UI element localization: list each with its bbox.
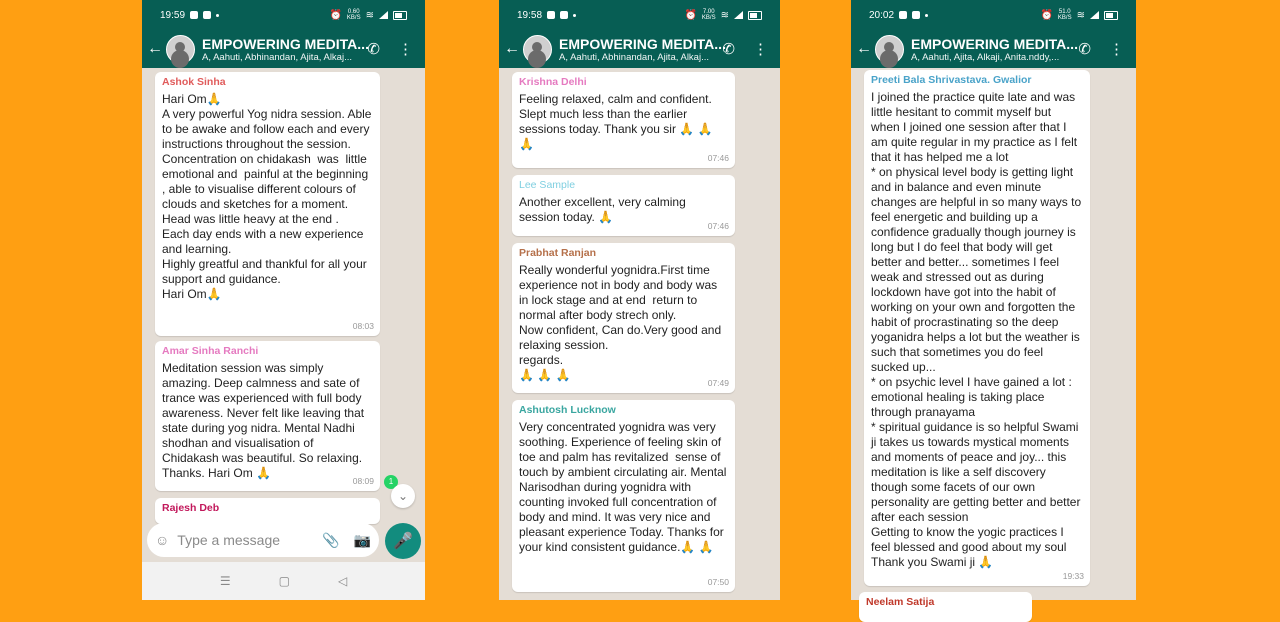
group-info[interactable] xyxy=(559,35,726,63)
recent-apps-icon[interactable]: ☰ xyxy=(219,574,231,588)
sender-name: Preeti Bala Shrivastava. Gwalior xyxy=(871,74,1032,86)
battery-icon xyxy=(1104,11,1118,20)
message-time: 19:33 xyxy=(1062,571,1084,581)
message-time: 07:50 xyxy=(707,577,729,587)
notification-icon xyxy=(203,11,211,19)
back-arrow-icon[interactable]: ← xyxy=(147,40,163,57)
battery-icon xyxy=(393,11,407,20)
message-time: 08:09 xyxy=(352,476,374,486)
group-members: A, Aahuti, Abhinandan, Ajita, Alkaj... xyxy=(202,51,352,63)
message-time: 08:03 xyxy=(352,321,374,331)
clock: 19:58 xyxy=(517,9,543,21)
message-text: Meditation session was simply amazing. Deep calmness and sate of trance was experienced with full body awareness. Never felt like leaving that state during yog nidra. Mental Nadhi shodhan and visualisation of Chidakash was beautiful. So relaxing. Thanks. Hari Om 🙏 xyxy=(162,361,368,480)
message-bubble[interactable] xyxy=(512,175,735,236)
message-bubble[interactable] xyxy=(859,592,1032,622)
message-bubble[interactable] xyxy=(512,243,735,393)
add-call-icon[interactable]: ✆ xyxy=(367,41,380,58)
group-title: EMPOWERING MEDITA... xyxy=(559,35,726,52)
chat-screen-3 xyxy=(851,0,1136,608)
group-members: A, Aahuti, Ajita, Alkaji, Anita.nddy,... xyxy=(911,51,1060,63)
chat-header xyxy=(142,30,425,68)
wifi-icon: ≋ xyxy=(365,9,374,21)
message-text: Hari Om🙏 A very powerful Yog nidra session. Able to be awake and follow each and every instructions throughout the session. Concentration on chidakash was little emotional and painful at the beginning , able to visualise different colours of clouds and sketches for a moment. Head was little heavy at the end . Each day ends with a new experience and learning. Highly greatful and thankful for all your support and guidance. Hari Om🙏 xyxy=(162,92,372,301)
alarm-icon: ⏰ xyxy=(1040,9,1053,21)
message-text: I joined the practice quite late and was little hesitant to commit myself but when I joined one session after that I am quite regular in my practice as I felt that it has helped me a lot * on physical level body is getting light and in balance and even minute changes are helpful in so many ways to feel energetic and building up a confidence gradually though journey is long but I do feel that body will get better and better... sometimes I feel weak and stressed out as during lockdown have got into the habit of working on your own and forgotten the habit of procrastinating so the deep yoganidra helps a lot but the weather is such that sometimes you do feel sucked up... * on psychic level I have gained a lot : emotional healing is taking place through pranayama * spiritual guidance is so helpful Swami ji takes us towards mystical moments and moments of peace and joy... this meditation is like a self discovery though some facets of our own personality are getting better and better after each session Getting to know the yogic practices I feel blessed and good about my soul Thank you Swami ji 🙏 xyxy=(871,90,1082,569)
sender-name: Amar Sinha Ranchi xyxy=(162,345,259,357)
sender-name: Rajesh Deb xyxy=(162,502,220,514)
group-avatar[interactable] xyxy=(523,35,552,64)
message-bubble[interactable] xyxy=(155,341,380,491)
alarm-icon: ⏰ xyxy=(329,9,342,21)
emoji-icon[interactable]: ☺ xyxy=(155,532,170,548)
clock: 20:02 xyxy=(869,9,895,21)
message-bubble[interactable] xyxy=(512,400,735,592)
notification-icon xyxy=(899,11,907,19)
network-speed: 0.60 KB/S xyxy=(346,9,361,21)
group-members: A, Aahuti, Abhinandan, Ajita, Alkaj... xyxy=(559,51,709,63)
wifi-icon: ≋ xyxy=(1076,9,1085,21)
more-options-icon[interactable]: ⋮ xyxy=(1109,41,1124,58)
message-time: 07:46 xyxy=(707,153,729,163)
notification-icon xyxy=(190,11,198,19)
unread-count-badge: 1 xyxy=(384,475,398,489)
sender-name: Neelam Satija xyxy=(866,596,935,608)
notification-icon xyxy=(560,11,568,19)
network-speed: 7.00 KB/S xyxy=(701,9,716,21)
mic-icon: 🎤 xyxy=(393,533,413,550)
signal-icon xyxy=(1090,11,1099,19)
message-text: Really wonderful yognidra.First time experience not in body and body was in lock stage and at end return to normal after body strech only. Now confident, Can do.Very good and relaxing session. regards. 🙏 🙏 🙏 xyxy=(519,263,722,382)
back-arrow-icon[interactable]: ← xyxy=(504,40,520,57)
message-bubble[interactable] xyxy=(512,72,735,168)
sender-name: Lee Sample xyxy=(519,179,576,191)
more-options-icon[interactable]: ⋮ xyxy=(398,41,413,58)
more-options-icon[interactable]: ⋮ xyxy=(753,41,768,58)
group-title: EMPOWERING MEDITA... xyxy=(202,35,369,52)
sender-name: Ashok Sinha xyxy=(162,76,226,88)
back-arrow-icon[interactable]: ← xyxy=(856,40,872,57)
more-notifications-icon xyxy=(573,14,576,17)
message-text: Feeling relaxed, calm and confident. Slept much less than the earlier sessions today. Thank you sir 🙏 🙏 🙏 xyxy=(519,92,713,151)
signal-icon xyxy=(379,11,388,19)
attach-icon[interactable]: 📎 xyxy=(322,531,340,548)
status-bar xyxy=(499,0,780,30)
chat-screen-2 xyxy=(499,0,780,600)
notification-icon xyxy=(547,11,555,19)
group-info[interactable] xyxy=(911,35,1078,63)
message-text: Very concentrated yognidra was very soothing. Experience of feeling skin of toe and palm has revitalized sense of touch by ambient circulating air. Mental Narisodhan during yognidra with counting invoked full concentration of body and mind. It was very nice and pleasant experience Today. Thanks for your kind consistent guidance.🙏 🙏 xyxy=(519,420,730,554)
message-list[interactable] xyxy=(851,68,1136,608)
home-icon[interactable]: ▢ xyxy=(278,574,290,588)
message-time: 07:46 xyxy=(707,221,729,231)
signal-icon xyxy=(734,11,743,19)
notification-icon xyxy=(912,11,920,19)
wifi-icon: ≋ xyxy=(720,9,729,21)
add-call-icon[interactable]: ✆ xyxy=(722,41,735,58)
alarm-icon: ⏰ xyxy=(684,9,697,21)
more-notifications-icon xyxy=(216,14,219,17)
chat-screen-1 xyxy=(142,0,425,600)
group-title: EMPOWERING MEDITA... xyxy=(911,35,1078,52)
camera-icon[interactable]: 📷 xyxy=(353,531,371,548)
group-avatar[interactable] xyxy=(875,35,904,64)
message-text: Another excellent, very calming session today. 🙏 xyxy=(519,195,690,224)
scroll-down-icon[interactable]: ⌄ xyxy=(391,484,415,508)
sender-name: Ashutosh Lucknow xyxy=(519,404,616,416)
status-bar xyxy=(142,0,425,30)
group-avatar[interactable] xyxy=(166,35,195,64)
clock: 19:59 xyxy=(160,9,186,21)
chat-header xyxy=(499,30,780,68)
more-notifications-icon xyxy=(925,14,928,17)
add-call-icon[interactable]: ✆ xyxy=(1078,41,1091,58)
mic-button[interactable] xyxy=(385,523,421,559)
sender-name: Prabhat Ranjan xyxy=(519,247,597,259)
back-nav-icon[interactable]: ◁ xyxy=(337,574,348,588)
battery-icon xyxy=(748,11,762,20)
status-bar xyxy=(851,0,1136,30)
group-info[interactable] xyxy=(202,35,369,63)
message-list[interactable] xyxy=(499,68,780,600)
message-placeholder: Type a message xyxy=(177,532,281,548)
network-speed: 51.0 KB/S xyxy=(1057,9,1072,21)
message-input[interactable] xyxy=(147,523,379,557)
chat-header xyxy=(851,30,1136,68)
message-bubble[interactable] xyxy=(864,70,1090,586)
sender-name: Krishna Delhi xyxy=(519,76,587,88)
message-time: 07:49 xyxy=(707,378,729,388)
message-bubble[interactable] xyxy=(155,72,380,336)
android-nav-bar xyxy=(142,562,425,600)
message-list[interactable] xyxy=(142,68,425,600)
message-bubble[interactable] xyxy=(155,498,380,524)
